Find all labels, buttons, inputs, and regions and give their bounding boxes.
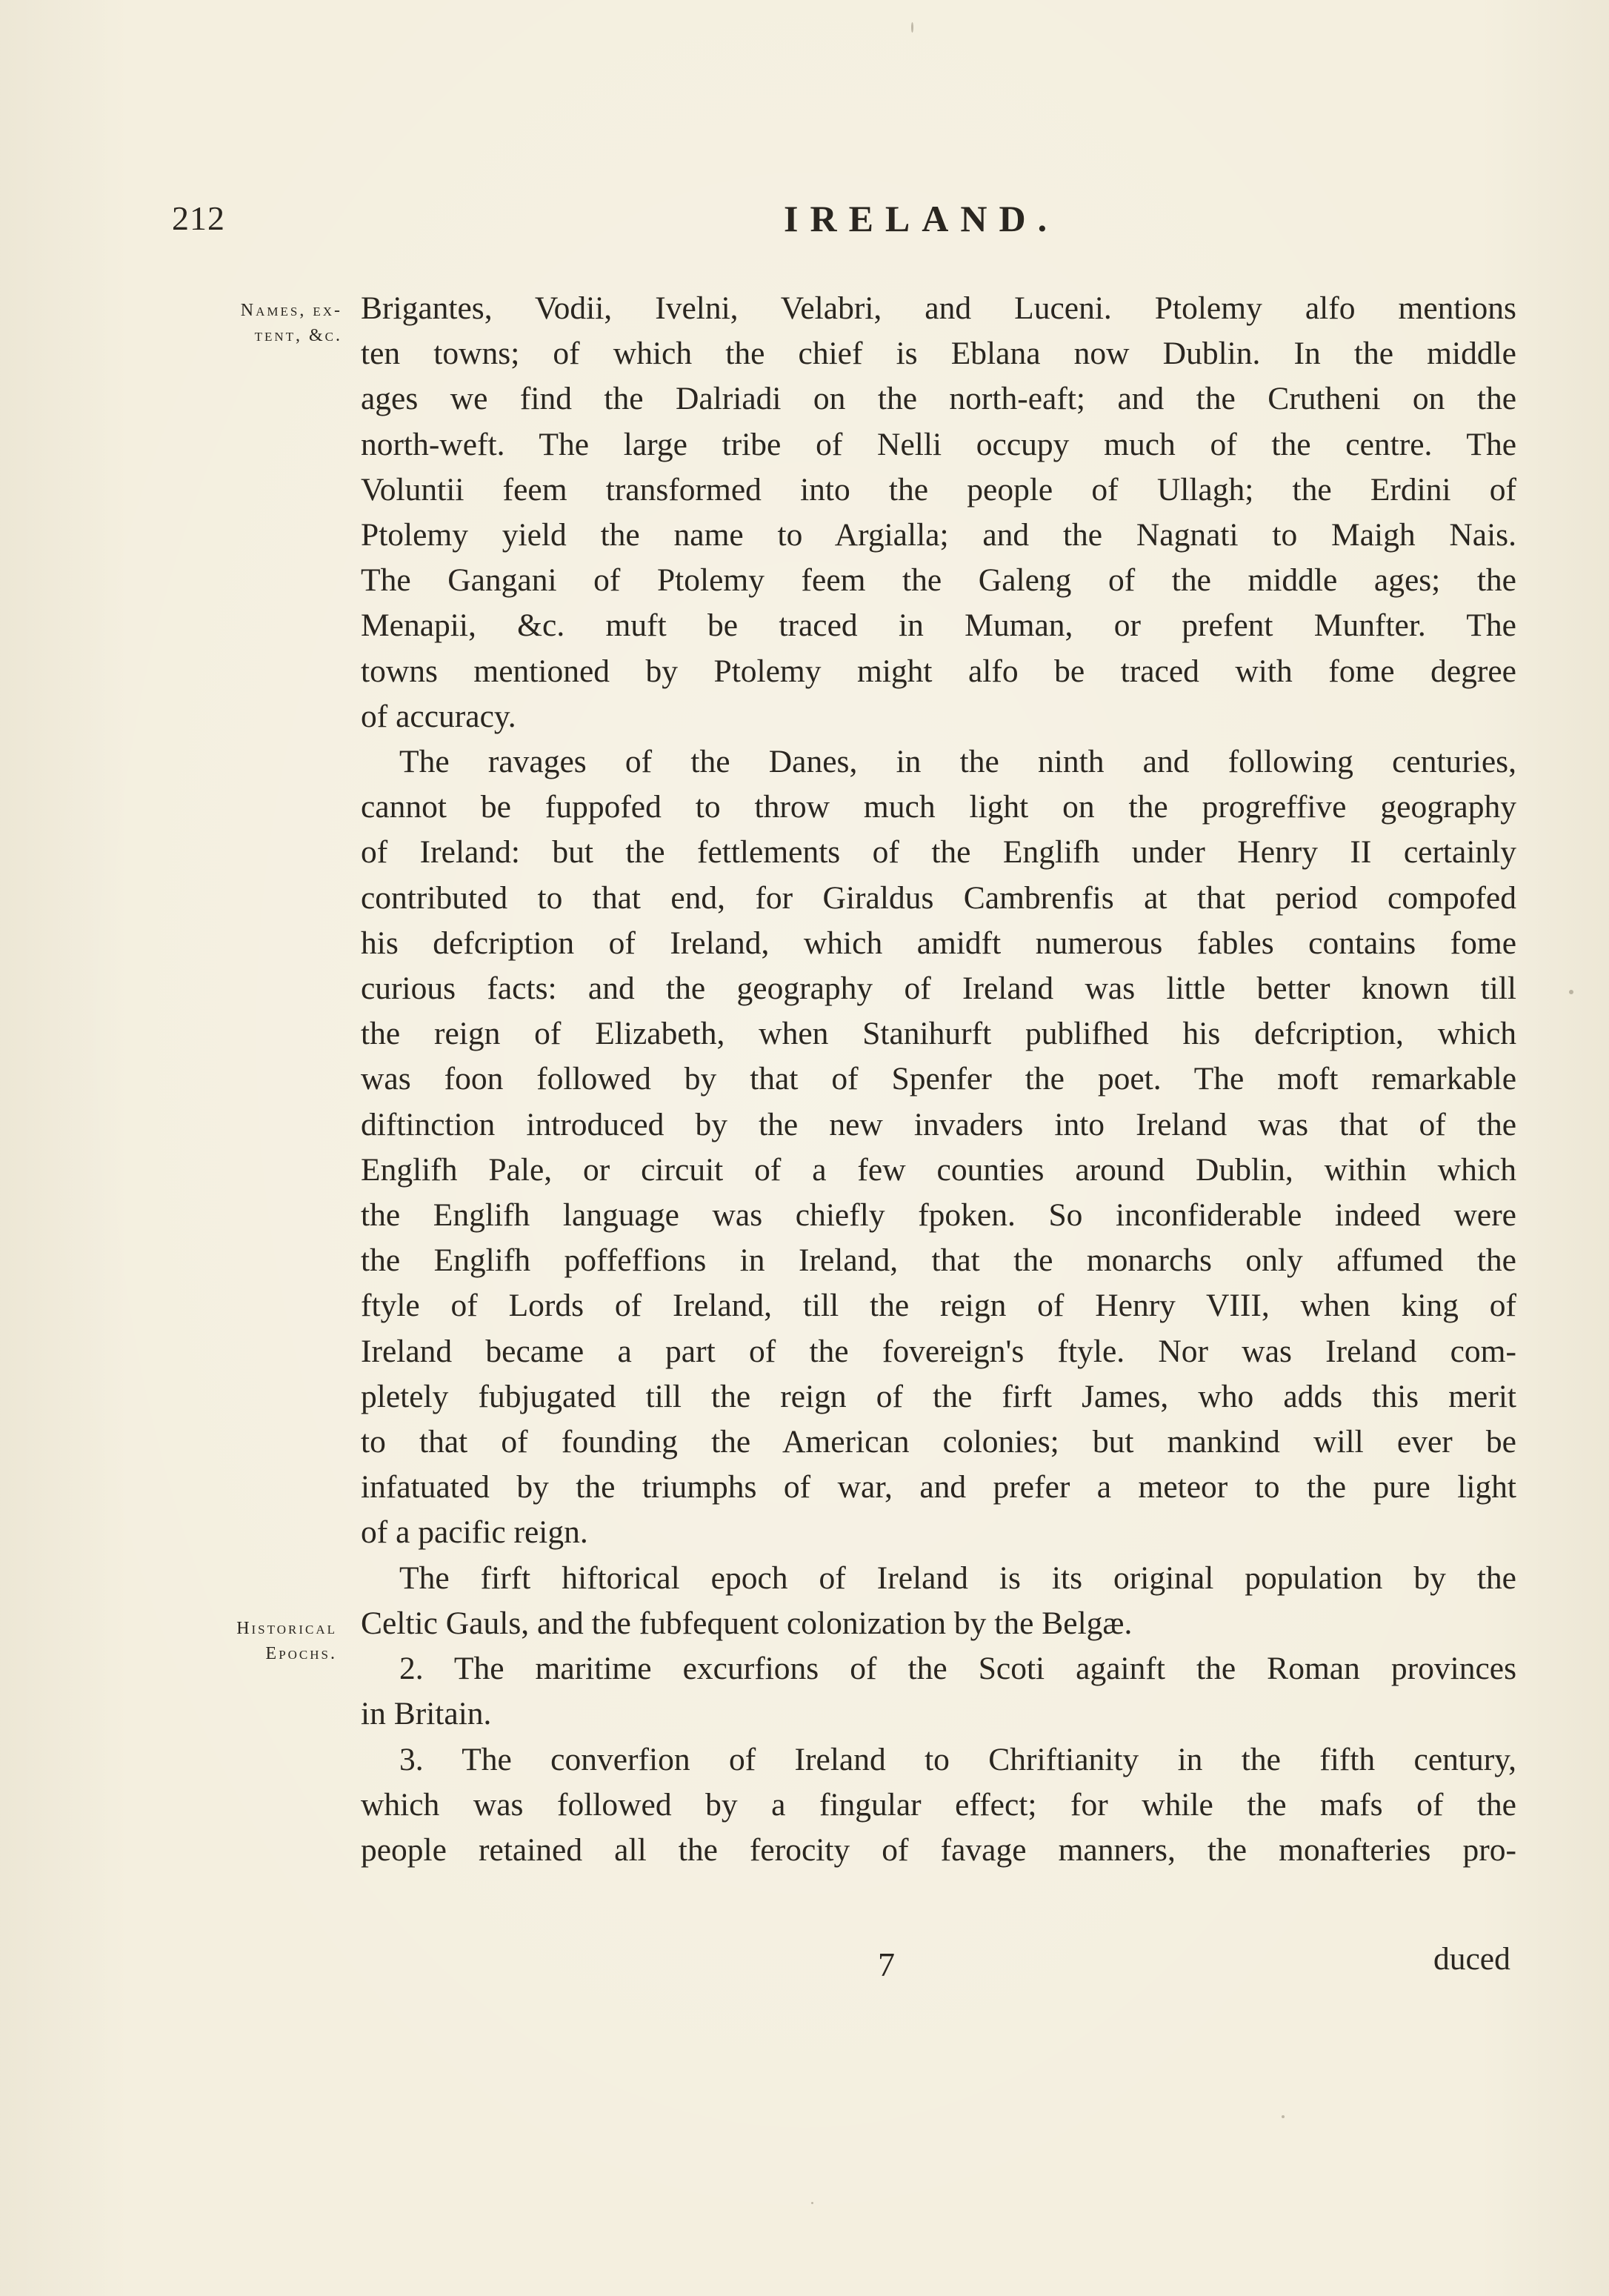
paragraph-epoch-2 <box>361 1646 1516 1737</box>
text-line: cannot be fuppofed to throw much light on the progreffive geography <box>361 789 1516 825</box>
text-line: pletely fubjugated till the reign of the firft James, who adds this merit <box>361 1378 1516 1414</box>
paper-speck <box>911 22 913 33</box>
text-line: which was followed by a fingular effect; for while the mafs of the <box>361 1786 1516 1823</box>
paper-speck <box>1569 990 1573 994</box>
catchword: duced <box>1433 1941 1510 1977</box>
text-line: the reign of Elizabeth, when Stanihurft publifhed his defcription, which <box>361 1016 1516 1052</box>
text-line: towns mentioned by Ptolemy might alfo be traced with fome degree <box>361 653 1516 689</box>
text-line: Englifh Pale, or circuit of a few counties around Dublin, within which <box>361 1151 1516 1188</box>
text-line: Brigantes, Vodii, Ivelni, Velabri, and Luceni. Ptolemy alfo mentions <box>361 290 1516 326</box>
text-line: diftinction introduced by the new invaders into Ireland was that of the <box>361 1106 1516 1142</box>
paragraph-danes <box>361 739 1516 1556</box>
text-line: his defcription of Ireland, which amidft numerous fables contains fome <box>361 925 1516 961</box>
text-line: north-weft. The large tribe of Nelli occupy much of the centre. The <box>361 426 1516 462</box>
text-line: The ravages of the Danes, in the ninth and following centuries, <box>399 744 1516 780</box>
text-line: of a pacific reign. <box>361 1514 588 1551</box>
margin-note-line: Names, ex- <box>240 301 342 320</box>
text-line: Ireland became a part of the fovereign's ftyle. Nor was Ireland com- <box>361 1333 1516 1369</box>
text-line: in Britain. <box>361 1696 492 1732</box>
margin-note-line: tent, &c. <box>254 326 342 345</box>
text-line: infatuated by the triumphs of war, and prefer a meteor to the pure light <box>361 1469 1516 1505</box>
margin-note-names-extent <box>172 298 342 348</box>
text-line: ages we find the Dalriadi on the north-eaft; and the Crutheni on the <box>361 381 1516 417</box>
text-line: 2. The maritime excurfions of the Scoti againft the Roman provinces <box>399 1651 1516 1687</box>
running-title: IRELAND. <box>784 198 1059 239</box>
text-line: Celtic Gauls, and the fubfequent colonization by the Belgæ. <box>361 1605 1133 1641</box>
body-text <box>361 286 1516 1873</box>
text-line: the Englifh language was chiefly fpoken. So inconfiderable indeed were <box>361 1197 1516 1234</box>
text-line: to that of founding the American colonies; but mankind will ever be <box>361 1424 1516 1460</box>
text-line: the Englifh poffeffions in Ireland, that the monarchs only affumed the <box>361 1242 1516 1279</box>
text-line: ten towns; of which the chief is Eblana now Dublin. In the middle <box>361 336 1516 372</box>
paragraph-epoch-1 <box>361 1556 1516 1646</box>
text-line: 3. The converfion of Ireland to Chriftianity in the fifth century, <box>399 1741 1516 1777</box>
text-line: Menapii, &c. muft be traced in Muman, or prefent Munfter. The <box>361 608 1516 644</box>
paper-speck <box>811 2202 813 2204</box>
text-line: of Ireland: but the fettlements of the Englifh under Henry II certainly <box>361 834 1516 871</box>
text-line: people retained all the ferocity of favage manners, the monafteries pro- <box>361 1831 1516 1868</box>
margin-note-line: Epochs. <box>265 1644 337 1663</box>
text-line: ftyle of Lords of Ireland, till the reign of Henry VIII, when king of <box>361 1288 1516 1324</box>
page-number: 212 <box>172 199 225 237</box>
text-line: Voluntii feem transformed into the people of Ullagh; the Erdini of <box>361 471 1516 508</box>
text-line: curious facts: and the geography of Ireland was little better known till <box>361 971 1516 1007</box>
signature-mark: 7 <box>878 1946 895 1983</box>
text-line: contributed to that end, for Giraldus Cambrenfis at that period compofed <box>361 879 1516 916</box>
margin-note-historical-epochs <box>167 1616 337 1666</box>
margin-note-line: Historical <box>236 1619 337 1638</box>
text-line: of accuracy. <box>361 698 516 734</box>
text-line: Ptolemy yield the name to Argialla; and the Nagnati to Maigh Nais. <box>361 517 1516 553</box>
text-line: was foon followed by that of Spenfer the poet. The moft remarkable <box>361 1061 1516 1097</box>
paper-speck <box>1282 2115 1285 2118</box>
text-line: The firft hiftorical epoch of Ireland is its original population by the <box>399 1560 1516 1596</box>
paragraph-epoch-3 <box>361 1737 1516 1874</box>
paragraph-ptolemy <box>361 286 1516 739</box>
text-line: The Gangani of Ptolemy feem the Galeng of the middle ages; the <box>361 562 1516 599</box>
